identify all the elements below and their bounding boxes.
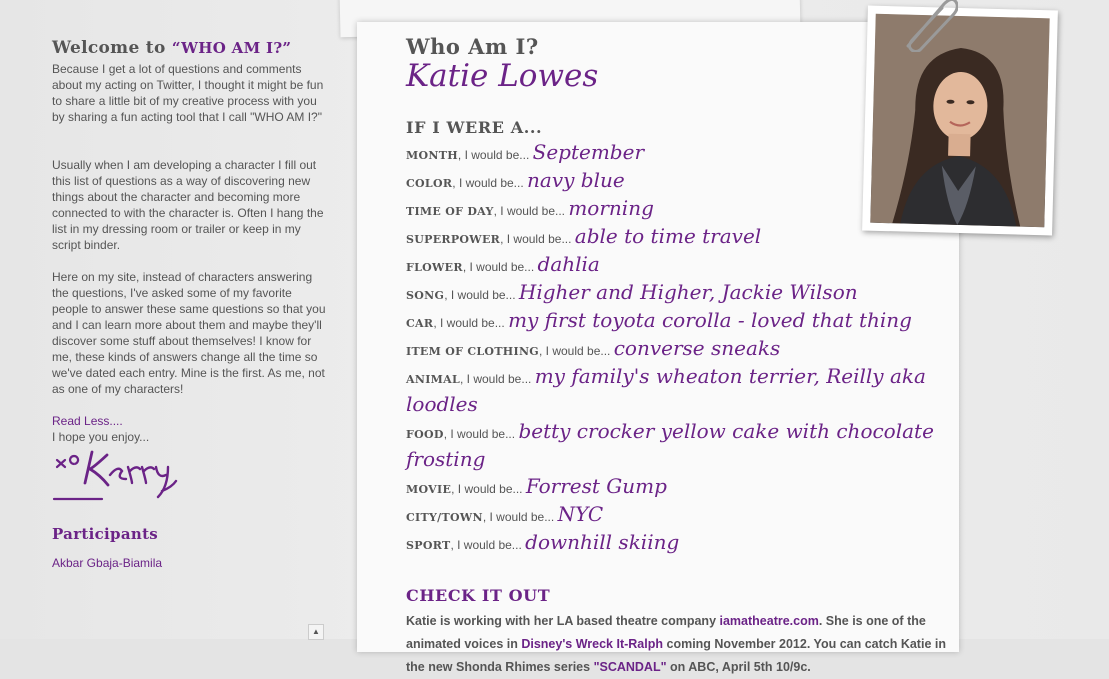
scandal-link[interactable]: "SCANDAL" xyxy=(593,660,667,674)
check-it-out-text xyxy=(406,610,954,679)
person-name: Katie Lowes xyxy=(406,58,599,94)
answer-connector: , I would be... xyxy=(450,538,522,552)
answer-connector: , I would be... xyxy=(539,344,611,358)
welcome-heading xyxy=(52,38,327,58)
answer-connector: , I would be... xyxy=(493,204,565,218)
answer-value: Forrest Gump xyxy=(525,474,667,498)
card-heading: Who Am I? xyxy=(406,34,539,59)
answer-value: September xyxy=(532,140,645,164)
answer-connector: , I would be... xyxy=(433,316,505,330)
answer-value: navy blue xyxy=(527,168,625,192)
iamatheatre-link[interactable]: iamatheatre.com xyxy=(719,614,819,628)
answer-label: ITEM OF CLOTHING xyxy=(406,345,539,358)
participants-heading: Participants xyxy=(52,525,159,543)
answer-connector: , I would be... xyxy=(500,232,572,246)
answer-row xyxy=(406,280,956,308)
answer-value: morning xyxy=(568,196,654,220)
answer-value: Higher and Higher, Jackie Wilson xyxy=(518,280,858,304)
answer-label: FLOWER xyxy=(406,261,463,274)
intro-paragraph-3: Here on my site, instead of characters answering the questions, I've asked some of my favorite people to answer these same questions so that you and I can learn more about them and maybe they'll discover some stuff about themselves! I know for me, these kinds of answers change all the time so we've dated each entry. Mine is the first. As me, not as one of my characters! xyxy=(52,270,326,396)
signature xyxy=(52,447,182,505)
answer-label: CAR xyxy=(406,317,434,330)
answer-row xyxy=(406,419,956,474)
answer-connector: , I would be... xyxy=(443,427,516,441)
answer-value: able to time travel xyxy=(574,224,762,248)
answer-label: MOVIE xyxy=(406,483,452,496)
participant-link[interactable]: Akbar Gbaja-Biamila xyxy=(52,556,163,570)
check-text-part: coming November 2012. You can catch Katie in the new Shonda Rhimes series xyxy=(406,637,946,674)
answer-value: NYC xyxy=(557,502,604,526)
answer-label: TIME OF DAY xyxy=(406,205,494,218)
answer-value: converse sneaks xyxy=(613,336,781,360)
scroll-up-arrow[interactable]: ▲ xyxy=(308,624,324,640)
answer-value: my family's wheaton terrier, Reilly aka loodles xyxy=(406,364,926,416)
check-text-part: . She is one of the animated voices in xyxy=(406,614,926,651)
welcome-highlight: “WHO AM I?” xyxy=(171,39,292,57)
profile-photo xyxy=(862,6,1058,236)
answer-row xyxy=(406,308,956,336)
answer-value: my first toyota corolla - loved that thing xyxy=(508,308,912,332)
answer-label: MONTH xyxy=(406,149,458,162)
check-text-part: Katie is working with her LA based theatre company xyxy=(406,614,720,628)
answer-label: SONG xyxy=(406,289,445,302)
intro-paragraph-1: Because I get a lot of questions and comments about my acting on Twitter, I thought it might be fun to share a little bit of my creative process with you by sharing a fun acting tool that I call "WHO AM I?" xyxy=(52,62,324,124)
welcome-prefix: Welcome to xyxy=(52,38,166,58)
answer-label: SPORT xyxy=(406,539,451,552)
answer-value: dahlia xyxy=(537,252,600,276)
answer-label: FOOD xyxy=(406,428,444,441)
answer-connector: , I would be... xyxy=(452,176,524,190)
check-it-out-heading: CHECK IT OUT xyxy=(406,586,551,605)
answer-connector: , I would be... xyxy=(444,288,516,302)
answer-label: ANIMAL xyxy=(406,373,460,386)
answer-row xyxy=(406,502,956,530)
answer-connector: , I would be... xyxy=(482,510,555,524)
sidebar xyxy=(52,38,327,572)
paperclip-icon xyxy=(898,0,958,52)
answer-row xyxy=(406,364,956,419)
wreck-it-ralph-link[interactable]: Disney's Wreck It-Ralph xyxy=(521,637,664,651)
answer-connector: , I would be... xyxy=(459,372,532,386)
read-less-link[interactable]: Read Less.... xyxy=(52,414,123,428)
answer-value: betty crocker yellow cake with chocolate frosting xyxy=(406,419,934,471)
answer-value: downhill skiing xyxy=(525,530,680,554)
answer-row xyxy=(406,252,956,280)
enjoy-text: I hope you enjoy... xyxy=(52,430,150,444)
answer-label: CITY/TOWN xyxy=(406,511,483,524)
answer-connector: , I would be... xyxy=(457,148,530,162)
answer-label: COLOR xyxy=(406,177,453,190)
answer-connector: , I would be... xyxy=(451,482,523,496)
intro-paragraph-2: Usually when I am developing a character I fill out this list of questions as a way of discovering new things about the character and becoming more connected to with the character is. Often I hang the list in my dressing room or trailer or keep in my script binder. xyxy=(52,158,324,252)
section-heading-if-i-were: IF I WERE A... xyxy=(406,118,543,137)
answer-label: SUPERPOWER xyxy=(406,233,501,246)
answer-connector: , I would be... xyxy=(462,260,535,274)
answer-row xyxy=(406,530,956,558)
answer-row xyxy=(406,474,956,502)
answer-row xyxy=(406,336,956,364)
check-text-part: on ABC, April 5th 10/9c. xyxy=(666,660,811,674)
